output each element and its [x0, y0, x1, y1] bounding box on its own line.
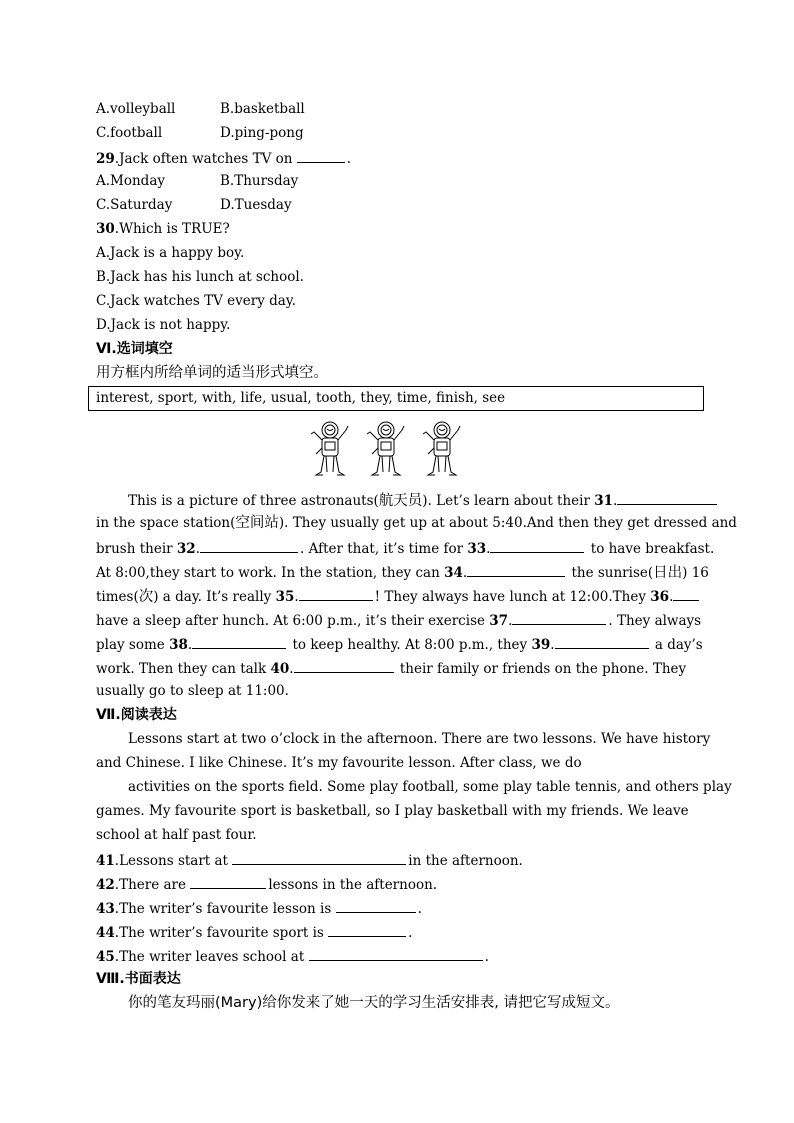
passage1-text: have a sleep after hunch. At 6:00 p.m., it’s their exercise	[96, 613, 485, 629]
q29-option-row-2	[96, 196, 292, 214]
passage1-text: in the space station(	[96, 515, 236, 531]
passage1-line-6: have a sleep after hunch. At 6:00 p.m., it’s their exercise 37. . They always	[96, 610, 701, 630]
q44-blank[interactable]	[328, 922, 406, 937]
q30-option-b: B.Jack has his lunch at school.	[96, 269, 304, 285]
blank-number-39: 39	[531, 637, 551, 653]
q42-number: 42	[96, 877, 115, 893]
q28-option-a: A.volleyball	[96, 101, 176, 117]
q28-option-row-1	[96, 100, 305, 118]
blank-34[interactable]	[467, 562, 565, 577]
blank-number-36: 36	[650, 589, 670, 605]
q42-tail: lessons in the afternoon.	[268, 877, 438, 893]
section-8-instructions: 你的笔友玛丽(Mary)给你发来了她一天的学习生活安排表, 请把它写成短文。	[128, 995, 620, 1011]
section-8-title: Ⅷ.书面表达	[96, 971, 181, 987]
passage1-line-8: work. Then they can talk 40. their family or friends on the phone. They	[96, 658, 686, 678]
passage2-line-2: and Chinese. I like Chinese. It’s my favourite lesson. After class, we do	[96, 755, 582, 771]
q29-option-row-1	[96, 172, 299, 190]
blank-37[interactable]	[512, 610, 606, 625]
blank-number-31: 31	[594, 493, 614, 509]
q28-option-c: C.football	[96, 125, 163, 141]
blank-32[interactable]	[200, 538, 298, 553]
word-bank-box: interest, sport, with, life, usual, tooth, they, time, finish, see	[88, 386, 704, 411]
passage1-line-2	[96, 514, 737, 532]
blank-number-33: 33	[467, 541, 487, 557]
astronauts-picture	[308, 418, 488, 482]
blank-35[interactable]	[299, 586, 373, 601]
q43-text: .The writer’s favourite lesson is	[114, 901, 332, 917]
passage2-line-4: games. My favourite sport is basketball, so I play basketball with my friends. We leave	[96, 803, 689, 819]
passage1-text: brush their	[96, 541, 173, 557]
section-6-instructions: 用方框内所给单词的适当形式填空。	[96, 365, 328, 381]
q45-tail: .	[484, 949, 489, 965]
q42-question	[96, 874, 437, 894]
q30-number: 30	[96, 221, 115, 237]
q43-blank[interactable]	[336, 898, 416, 913]
q29-blank[interactable]	[297, 148, 345, 163]
q41-number: 41	[96, 853, 115, 869]
passage1-chinese-gloss: 航天员	[378, 493, 423, 509]
q28-option-d: D.ping-pong	[220, 125, 304, 141]
passage1-text: ). They usually get up at about 5:40.And then they get dressed and	[278, 515, 737, 531]
blank-number-40: 40	[270, 661, 290, 677]
q42-blank[interactable]	[190, 874, 266, 889]
q29-question	[96, 148, 351, 168]
section-7-title: Ⅶ.阅读表达	[96, 707, 177, 723]
q30-question	[96, 220, 230, 238]
passage1-text: At 8:00,they start to work. In the station, they can	[96, 565, 440, 581]
blank-number-34: 34	[444, 565, 463, 581]
passage1-text: ). Let’s learn about their	[422, 493, 590, 509]
passage1-text: . They always	[608, 613, 702, 629]
q29-text: .Jack often watches TV on	[114, 151, 293, 167]
q29-option-b: B.Thursday	[220, 173, 299, 189]
q29-option-a: A.Monday	[96, 173, 166, 189]
blank-33[interactable]	[490, 538, 584, 553]
passage1-text: ! They always have lunch at 12:00.They	[374, 589, 646, 605]
passage1-text: to have breakfast.	[590, 541, 715, 557]
blank-number-38: 38	[169, 637, 188, 653]
blank-31[interactable]	[617, 490, 717, 505]
blank-number-32: 32	[176, 541, 196, 557]
q30-option-d: D.Jack is not happy.	[96, 317, 231, 333]
passage1-chinese-gloss: 次	[138, 589, 154, 605]
blank-number-37: 37	[489, 613, 509, 629]
q44-question	[96, 922, 412, 942]
q43-question	[96, 898, 422, 918]
q45-blank[interactable]	[309, 946, 483, 961]
q29-option-d: D.Tuesday	[220, 197, 292, 213]
passage2-line-3: activities on the sports field. Some play football, some play table tennis, and others play	[128, 779, 732, 795]
q45-number: 45	[96, 949, 115, 965]
q44-text: .The writer’s favourite sport is	[114, 925, 324, 941]
passage1-text: work. Then they can talk	[96, 661, 267, 677]
q42-text: .There are	[114, 877, 187, 893]
passage1-text: This is a picture of three astronauts(	[128, 493, 379, 509]
passage1-text: the sunrise(	[571, 565, 654, 581]
passage1-text: a day’s	[654, 637, 703, 653]
q45-question	[96, 946, 489, 966]
passage1-text: their family or friends on the phone. They	[399, 661, 687, 677]
q30-option-c: C.Jack watches TV every day.	[96, 293, 296, 309]
q41-blank[interactable]	[232, 850, 406, 865]
blank-38[interactable]	[192, 634, 286, 649]
passage1-text: ) a day. It’s really	[153, 589, 272, 605]
q29-option-c: C.Saturday	[96, 197, 173, 213]
q44-number: 44	[96, 925, 115, 941]
passage1-line-1: This is a picture of three astronauts(航天员). Let’s learn about their 31.	[128, 490, 719, 510]
passage1-text: ) 16	[682, 565, 709, 581]
q41-tail: in the afternoon.	[408, 853, 523, 869]
blank-40[interactable]	[294, 658, 394, 673]
q29-number: 29	[96, 151, 115, 167]
passage1-line-3: brush their 32. . After that, it’s time for 33. to have breakfast.	[96, 538, 714, 558]
q30-text: .Which is TRUE?	[114, 221, 230, 237]
blank-36[interactable]	[673, 586, 699, 601]
q29-period: .	[346, 151, 352, 167]
passage1-line-4: At 8:00,they start to work. In the station, they can 34. the sunrise(日出) 16	[96, 562, 709, 582]
q44-tail: .	[408, 925, 413, 941]
passage1-text: . After that, it’s time for	[299, 541, 464, 557]
blank-39[interactable]	[555, 634, 649, 649]
passage1-line-5: times(次) a day. It’s really 35. ! They always have lunch at 12:00.They 36.	[96, 586, 701, 606]
passage1-text: times(	[96, 589, 139, 605]
q43-tail: .	[417, 901, 422, 917]
q41-text: .Lessons start at	[114, 853, 228, 869]
blank-number-35: 35	[275, 589, 295, 605]
section-6-title: Ⅵ.选词填空	[96, 341, 173, 357]
passage1-line-7: play some 38. to keep healthy. At 8:00 p.m., they 39. a day’s	[96, 634, 703, 654]
q43-number: 43	[96, 901, 115, 917]
passage1-line-9: usually go to sleep at 11:00.	[96, 683, 289, 699]
passage1-chinese-gloss: 空间站	[235, 515, 279, 531]
q30-option-a: A.Jack is a happy boy.	[96, 245, 245, 261]
passage2-line-5: school at half past four.	[96, 827, 257, 843]
q28-option-b: B.basketball	[220, 101, 305, 117]
passage1-text: play some	[96, 637, 165, 653]
q45-text: .The writer leaves school at	[114, 949, 305, 965]
passage1-chinese-gloss: 日出	[653, 565, 683, 581]
q41-question	[96, 850, 523, 870]
passage2-line-1: Lessons start at two o’clock in the afternoon. There are two lessons. We have history	[128, 731, 711, 747]
passage1-text: to keep healthy. At 8:00 p.m., they	[292, 637, 528, 653]
q28-option-row-2	[96, 124, 304, 142]
